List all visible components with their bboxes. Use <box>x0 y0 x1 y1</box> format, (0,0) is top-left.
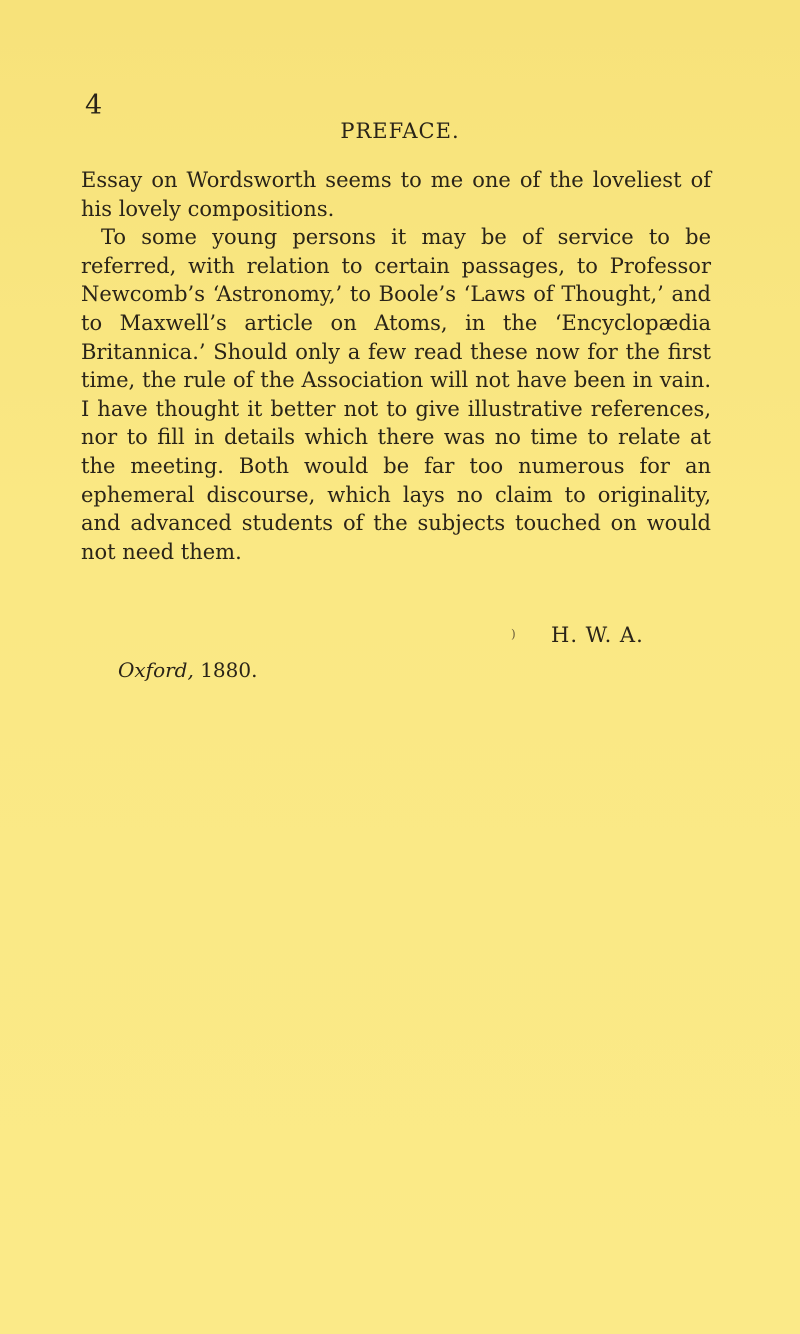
paragraph: To some young persons it may be of service to be referred, with relation to certain passages, to Professor Newcomb’s ‘Astronomy,’ to Boole’s ‘Laws of Thought,’ and to Maxwell’s article on Atoms, in the ‘Encyclopædia Britannica.’ Should only a few read these now for the first time, the rule of the Association will not have been in vain. I have thought it better not to give illustrative references, nor to fill in details which there was no time to relate at the meeting. Both would be far too numerous for an ephemeral discourse, which lays no claim to originality, and advanced students of the subjects touched on would not need them. <box>81 225 711 564</box>
running-head: PREFACE. <box>340 119 460 143</box>
page-number: 4 <box>85 90 103 121</box>
body-text <box>81 166 711 566</box>
dateline <box>118 660 257 680</box>
dateline-year: 1880. <box>200 658 258 682</box>
author-initials: H. W. A. <box>551 623 644 647</box>
dateline-place: Oxford, <box>118 658 194 682</box>
stray-mark: ) <box>511 627 516 641</box>
paragraph-continued: Essay on Wordsworth seems to me one of the loveliest of his lovely compositions. <box>81 168 711 221</box>
